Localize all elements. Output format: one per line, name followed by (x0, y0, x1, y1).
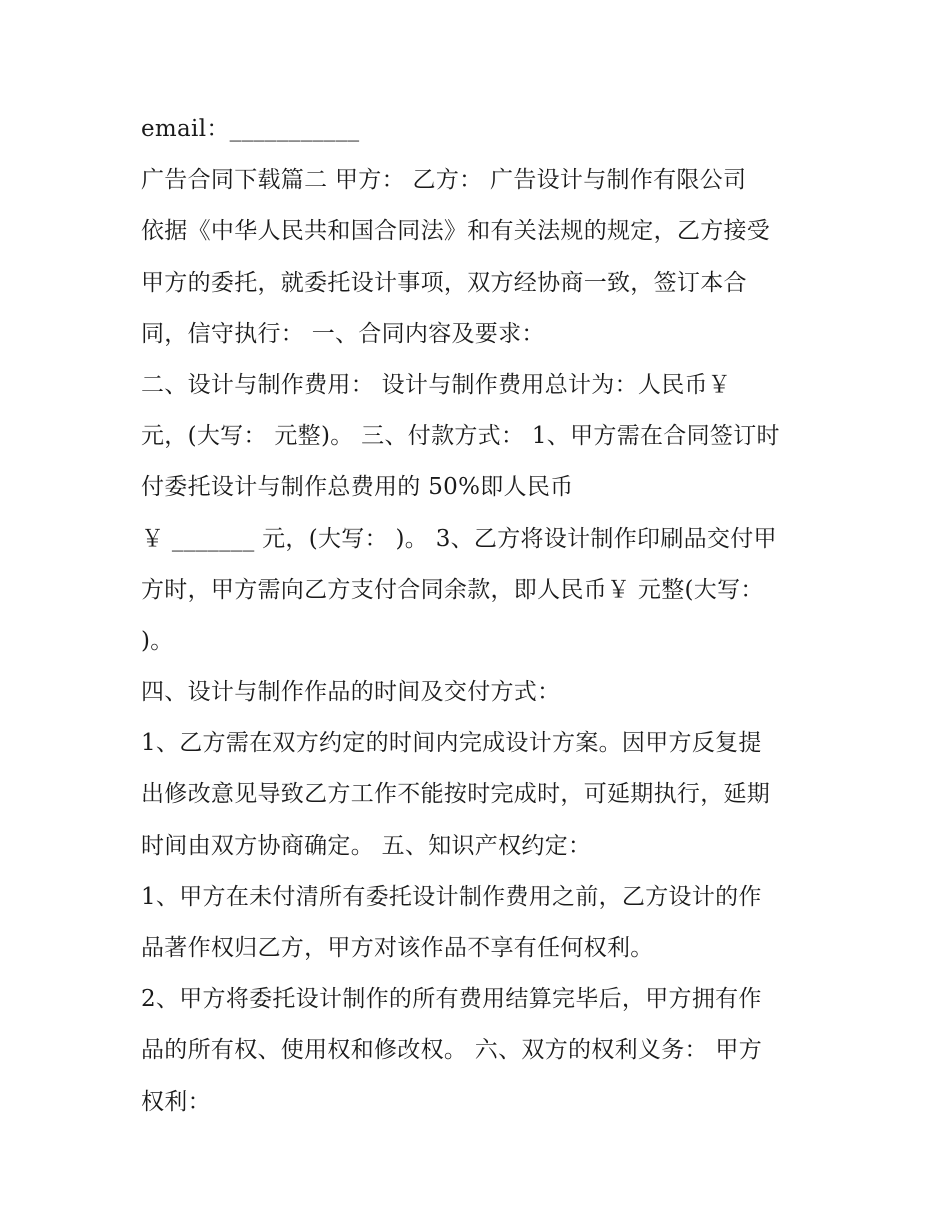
text-line: 时间由双方协商确定。 五、知识产权约定： (141, 832, 592, 859)
text-line: )。 (141, 627, 174, 654)
text-line: 1、乙方需在双方约定的时间内完成设计方案。因甲方反复提 (141, 730, 762, 757)
text-line: 出修改意见导致乙方工作不能按时完成时，可延期执行，延期 (141, 781, 771, 808)
text-line: 甲方的委托，就委托设计事项，双方经协商一致，签订本合 (141, 269, 747, 296)
text-line: 权利： (141, 1088, 211, 1115)
text-line: 方时，甲方需向乙方支付合同余款，即人民币￥ 元整(大写： (141, 576, 764, 603)
text-line-email: email：___________ (141, 116, 360, 142)
text-line: 元，(大写： 元整)。 三、付款方式： 1、甲方需在合同签订时 (141, 423, 780, 450)
text-line: 1、甲方在未付清所有委托设计制作费用之前，乙方设计的作 (141, 883, 762, 910)
text-line: ￥ _______ 元，(大写： )。 3、乙方将设计制作印刷品交付甲 (141, 525, 777, 552)
text-line: 付委托设计与制作总费用的 50%即人民币 (141, 474, 574, 501)
text-line: 二、设计与制作费用： 设计与制作费用总计为：人民币￥ (141, 371, 732, 398)
text-line: 品的所有权、使用权和修改权。 六、双方的权利义务： 甲方 (141, 1037, 763, 1064)
document-body (141, 104, 821, 1128)
text-line-contract-heading: 广告合同下载篇二 甲方： 乙方： 广告设计与制作有限公司 (141, 167, 747, 194)
text-line: 同，信守执行： 一、合同内容及要求： (141, 320, 545, 347)
text-line-section-four: 四、设计与制作作品的时间及交付方式： (141, 679, 561, 706)
text-line: 2、甲方将委托设计制作的所有费用结算完毕后，甲方拥有作 (141, 986, 762, 1013)
text-line: 品著作权归乙方，甲方对该作品不享有任何权利。 (141, 935, 654, 961)
text-line: 依据《中华人民共和国合同法》和有关法规的规定，乙方接受 (141, 218, 771, 245)
